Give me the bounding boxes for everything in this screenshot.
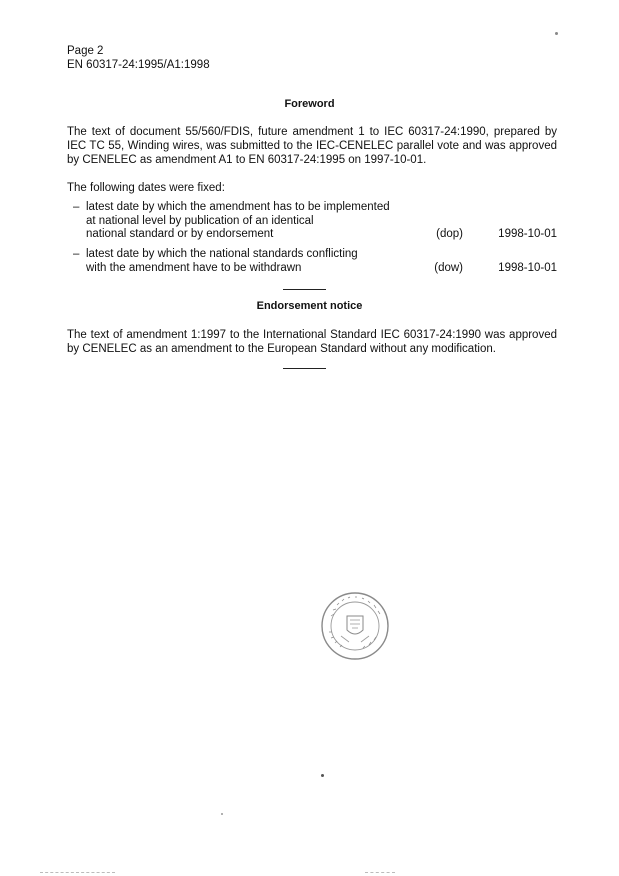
section-divider — [283, 289, 326, 290]
date-value: 1998-10-01 — [498, 261, 557, 274]
date-item-line: national standard or by endorsement — [86, 228, 274, 240]
foreword-paragraph: The text of document 55/560/FDIS, future amendment 1 to IEC 60317-24:1990, prepared by IEC TC 55, Winding wires, was submitted to the IEC-CENELEC parallel vote and was approved by CENELEC as amendment A1 to EN 60317-24:1995 on 1997-10-01. — [67, 126, 557, 166]
page-number: Page 2 — [67, 45, 104, 57]
date-code: (dop) — [436, 228, 463, 240]
foreword-heading: Foreword — [284, 98, 335, 110]
list-dash: – — [73, 201, 80, 213]
speck — [321, 774, 324, 777]
date-value: 1998-10-01 — [498, 228, 557, 240]
date-item-dop — [73, 201, 563, 242]
date-code: (dow) — [434, 261, 463, 274]
date-item-line: latest date by which the amendment has to be implemented — [86, 201, 390, 213]
date-item-line: latest date by which the national standards conflicting — [86, 248, 358, 260]
speck — [221, 813, 223, 815]
scan-artifact-line — [40, 872, 115, 873]
page-header — [67, 44, 210, 72]
official-seal-icon — [319, 590, 391, 662]
section-divider — [283, 368, 326, 369]
endorsement-heading: Endorsement notice — [256, 300, 363, 312]
list-dash: – — [73, 248, 80, 260]
date-item-line: with the amendment have to be withdrawn — [86, 261, 302, 274]
date-item-dow — [73, 248, 563, 275]
speck — [555, 32, 558, 35]
dates-intro: The following dates were fixed: — [67, 182, 225, 194]
standard-reference: EN 60317-24:1995/A1:1998 — [67, 59, 210, 71]
scan-artifact-line — [365, 872, 395, 873]
endorsement-paragraph: The text of amendment 1:1997 to the International Standard IEC 60317-24:1990 was approved by CENELEC as an amendment to the European Standard without any modification. — [67, 329, 557, 355]
date-item-line: at national level by publication of an identical — [86, 214, 314, 227]
